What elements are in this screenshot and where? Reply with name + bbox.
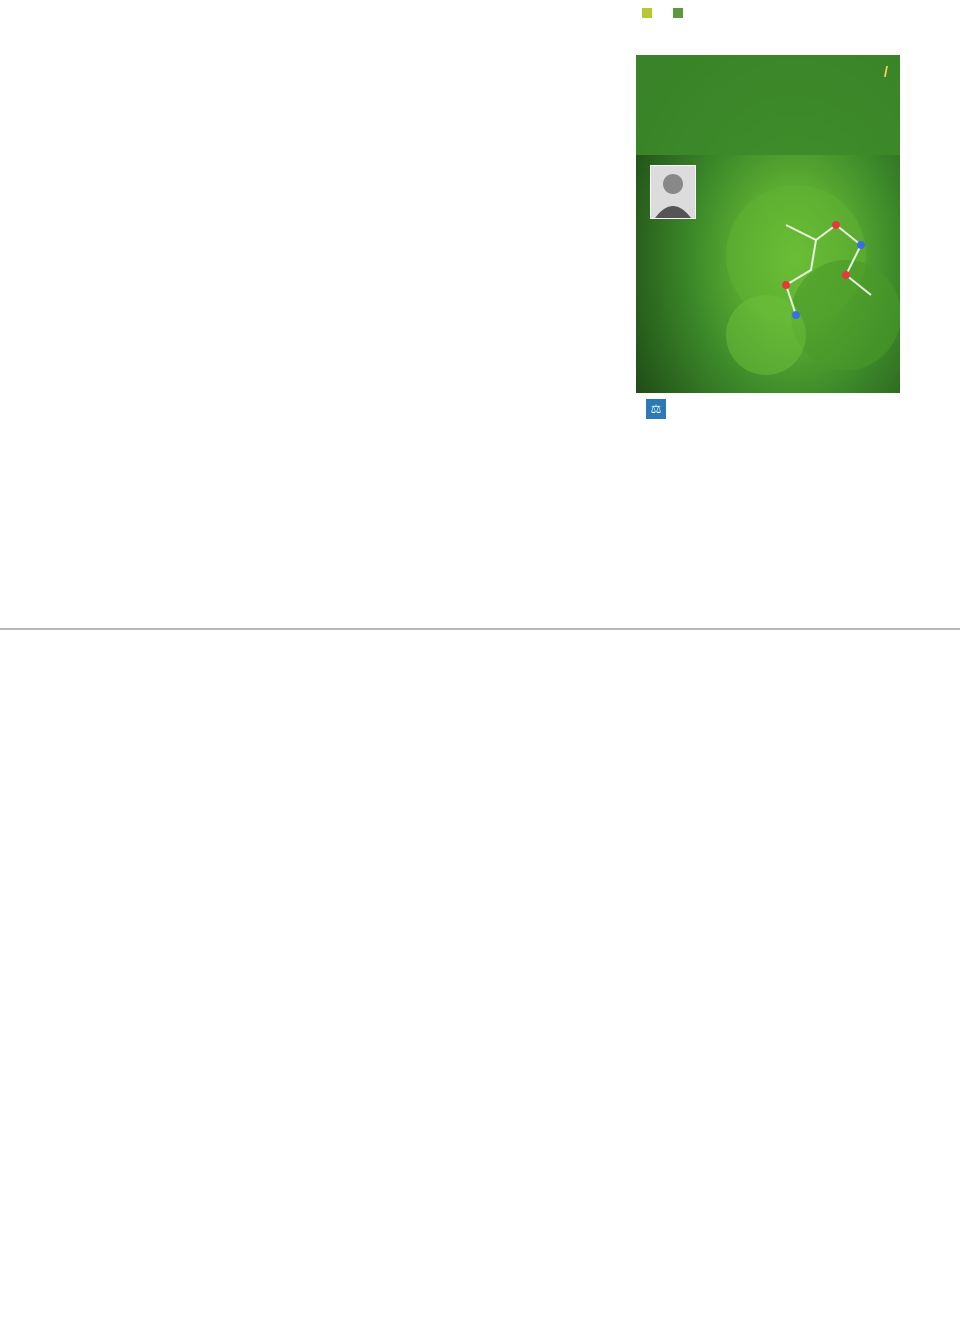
page-header [0, 0, 960, 24]
square-icon [673, 8, 683, 18]
cover-footer [636, 393, 900, 425]
cover-background [636, 55, 900, 425]
journal-cover [636, 55, 900, 425]
square-icon [642, 8, 652, 18]
running-head [632, 4, 691, 24]
section-divider [0, 628, 960, 630]
review-left-column [64, 758, 398, 772]
institute-logo-icon: ⚖ [646, 399, 666, 419]
cover-issue: / [883, 64, 888, 81]
portrait-image [650, 165, 696, 219]
